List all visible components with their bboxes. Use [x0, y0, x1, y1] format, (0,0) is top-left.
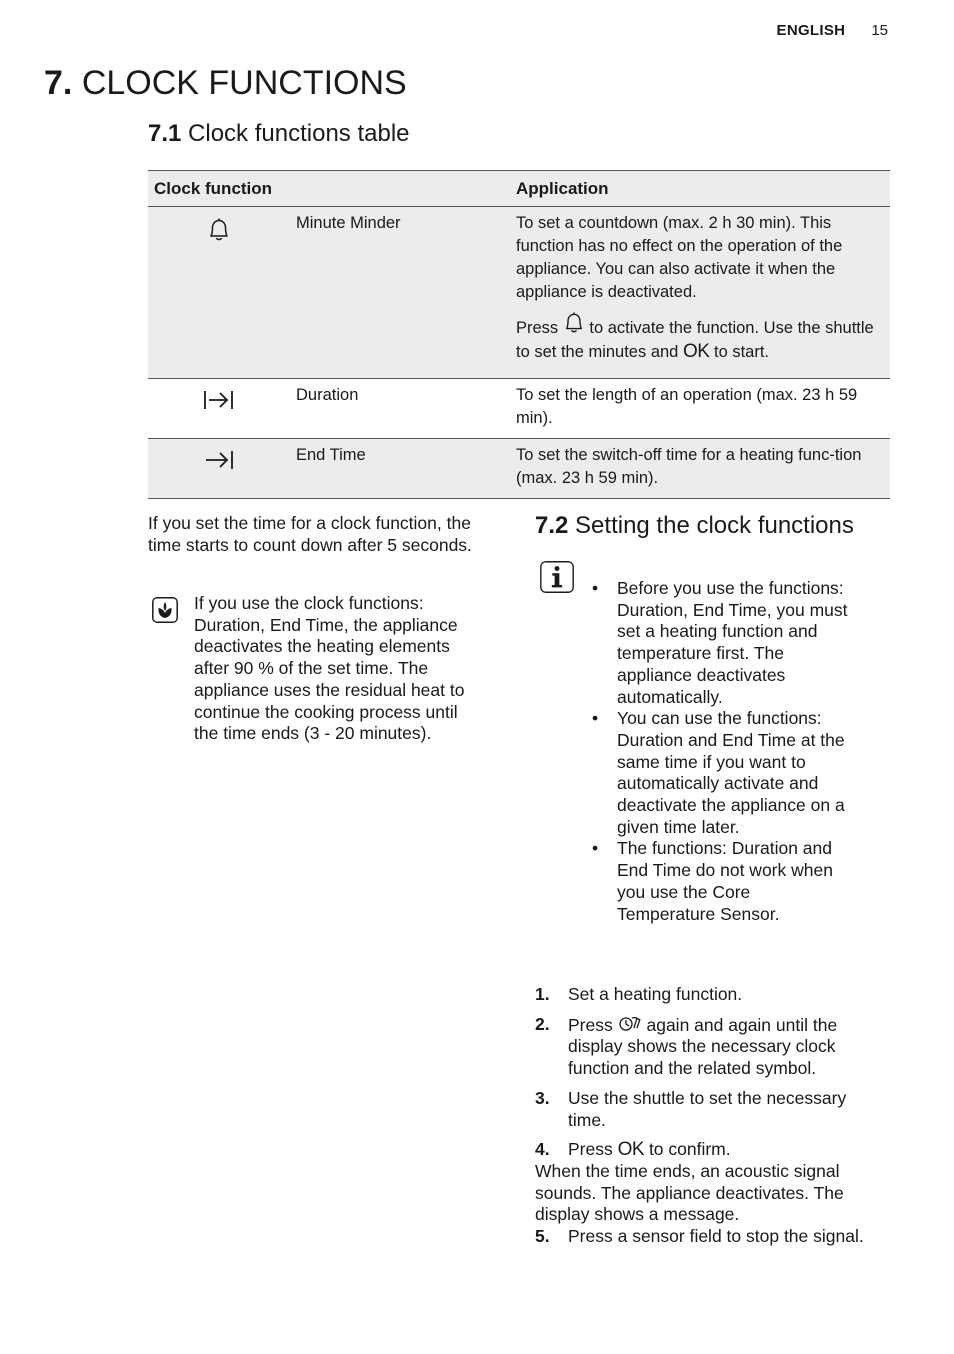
ok-symbol: OK [617, 1139, 645, 1161]
step-text: Set a heating function. [568, 984, 743, 1004]
function-application [510, 207, 890, 379]
section-1-title [148, 120, 410, 148]
function-application: To set the switch-off time for a heating func-tion (max. 23 h 59 min). [510, 439, 890, 499]
step-number: 4. [535, 1139, 550, 1160]
function-application: To set the length of an operation (max. 23 h 59 min). [510, 379, 890, 439]
step-text: Press [568, 1014, 613, 1035]
left-column-intro [148, 513, 488, 556]
steps-list [535, 984, 885, 1256]
intro-paragraph: If you set the time for a clock function, the time starts to count down after 5 seconds. [148, 513, 472, 555]
info-bullet-list [592, 578, 852, 925]
table-header-row [148, 171, 890, 207]
function-name: Minute Minder [290, 207, 510, 379]
tip-text: If you use the clock functions: Duration, End Time, the appliance deactivates the heating elements after 90 % of the set time. The appliance uses the residual heat to continue the cooking process until the time ends (3 - 20 minutes). [194, 593, 465, 744]
step-3 [535, 1088, 885, 1131]
list-item: • The functions: Duration and End Time do not work when you use the Core Temperature Sensor. [592, 838, 852, 925]
table-row [148, 207, 890, 379]
instruction-text: to activate the function. Use the shuttle to set the minutes and [516, 319, 874, 361]
header-clock-function: Clock function [148, 171, 510, 207]
step-text: Press [568, 1139, 613, 1160]
page-number: 15 [871, 22, 888, 39]
section-2-number: 7.2 [535, 512, 569, 539]
time-end-note: When the time ends, an acoustic signal sounds. The appliance deactivates. The display shows a message. [535, 1160, 844, 1225]
list-item: • You can use the functions: Duration and End Time at the same time if you want to automatically activate and deactivate the appliance on a given time later. [592, 708, 852, 838]
language-label: ENGLISH [776, 22, 846, 39]
clock-button-icon [618, 1014, 642, 1034]
step-number: 5. [535, 1226, 550, 1247]
function-name: Duration [290, 379, 510, 439]
bell-icon [563, 310, 585, 336]
step-text: Press a sensor field to stop the signal. [568, 1226, 864, 1247]
step-text-continued: to confirm. [648, 1139, 731, 1160]
function-name: End Time [290, 439, 510, 499]
press-text: Press [516, 319, 559, 337]
step-text-continued: again and again until the display shows the necessary clock function and the related symbol. [568, 1014, 838, 1079]
step-1 [535, 984, 885, 1006]
instruction-end-text: to start. [714, 343, 770, 361]
step-4 [535, 1139, 885, 1161]
step-number: 1. [535, 984, 550, 1004]
step-number: 3. [535, 1087, 550, 1108]
table-row [148, 379, 890, 439]
section-1-number: 7.1 [148, 120, 182, 147]
chapter-number: 7. [44, 64, 73, 102]
chapter-title-text: CLOCK FUNCTIONS [81, 64, 407, 102]
table-row [148, 439, 890, 499]
clock-functions-table [148, 170, 890, 499]
info-icon [540, 561, 574, 593]
end-time-icon [203, 449, 235, 471]
application-instructions [516, 310, 884, 364]
bell-icon [207, 217, 231, 243]
step-text: Use the shuttle to set the necessary time. [568, 1087, 847, 1130]
duration-icon [203, 389, 235, 411]
step-5 [535, 1226, 885, 1248]
section-2-title [535, 512, 854, 540]
step-2 [535, 1014, 885, 1080]
section-2-title-text: Setting the clock functions [575, 512, 854, 539]
chapter-title [44, 64, 407, 103]
header-application: Application [510, 171, 890, 207]
list-item: • Before you use the functions: Duration, End Time, you must set a heating function and temperature first. The appliance deactivates automatically. [592, 578, 852, 708]
step-number: 2. [535, 1013, 550, 1034]
leaf-tip-icon [152, 597, 178, 623]
section-1-title-text: Clock functions table [188, 120, 410, 147]
ok-symbol: OK [682, 341, 710, 362]
application-text: To set a countdown (max. 2 h 30 min). This function has no effect on the operation of the appliance. You can also activate it when the appliance is deactivated. [516, 214, 843, 301]
page-header [777, 22, 888, 39]
